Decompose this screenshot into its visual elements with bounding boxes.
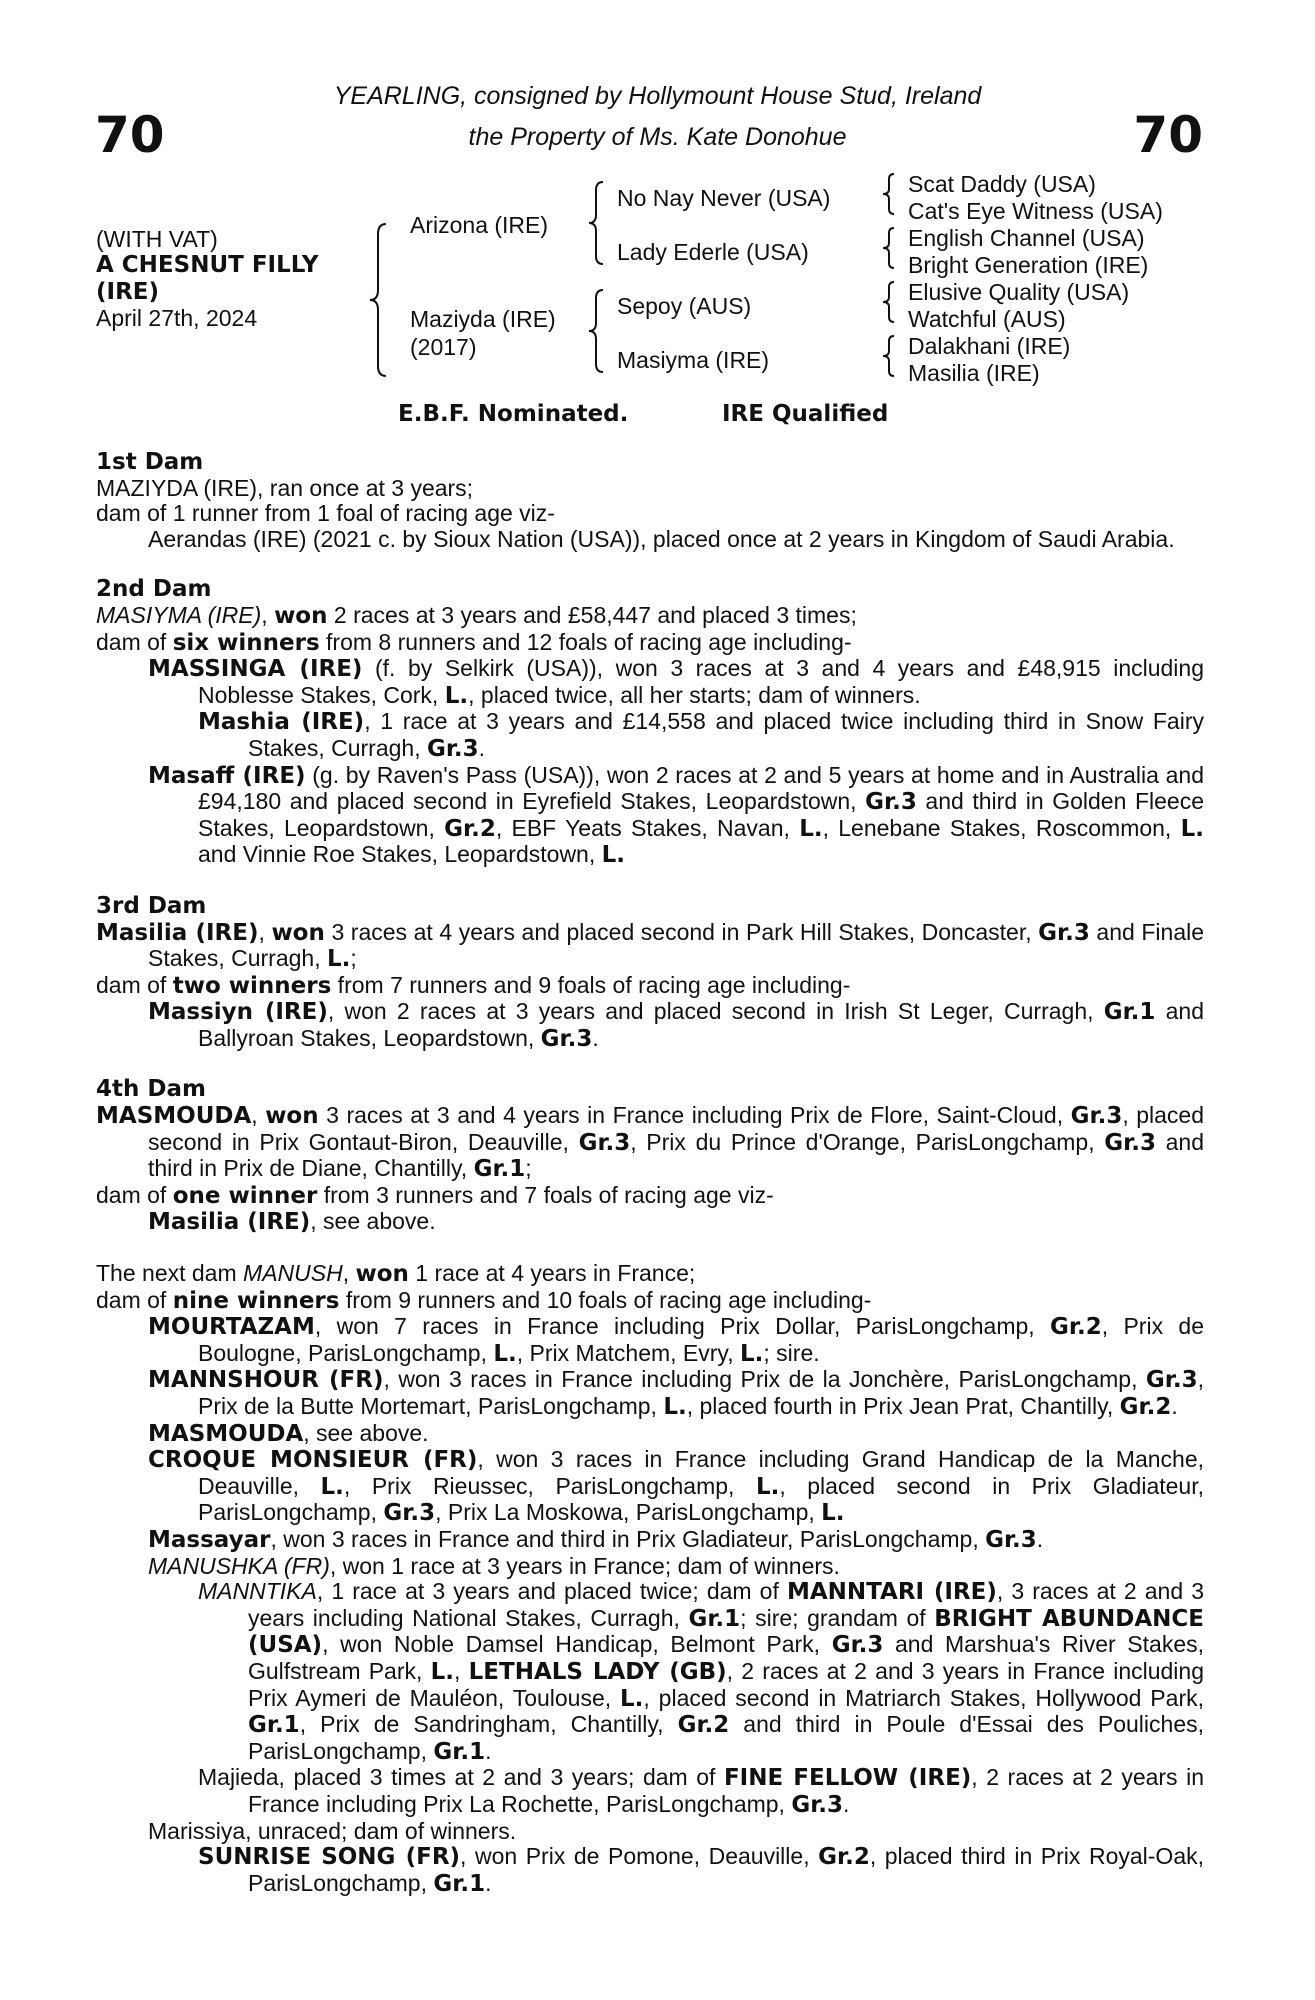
text-run: MANNTARI (IRE) [786,1579,997,1606]
text-run: won [271,919,325,946]
text-run: Gr.3 [540,1025,593,1052]
first-dam-produce-intro: dam of 1 runner from 1 foal of racing age viz- [96,500,555,527]
text-run: Massiyn (IRE) [148,999,328,1026]
next-dam-produce-5 [96,1527,1204,1554]
text-run: , won 3 races in France including Grand Handicap de la Manche, Deauville, [198,1446,1205,1499]
text-run: L. [740,1340,764,1367]
second-dam-produce-2 [96,763,1204,869]
text-run: . [1171,1393,1178,1419]
next-dam-produce-7: Marissiya, unraced; dam of winners. [148,1817,517,1844]
ire-qualified-note: IRE Qualified [722,401,889,427]
pedigree-dam-dam: Masiyma (IRE) [617,347,770,373]
fourth-dam-section [96,1077,1204,1236]
text-run: Mashia (IRE) [198,709,365,736]
text-run: L. [1180,815,1204,842]
pedigree-brace-g4-4 [880,334,896,378]
third-dam-section [96,894,1204,1053]
text-run: L. [821,1500,845,1527]
text-run: (g. by Raven's Pass (USA)), won 2 races at 2 and 5 years at home and in Australia and £94,180 and placed second in Eyrefield Stakes, Leopardstown, [198,761,1205,815]
text-run: Gr.2 [818,1844,870,1871]
text-run: ; [350,945,357,972]
property-line: the Property of Ms. Kate Donohue [468,123,847,151]
fourth-dam-produce-1 [96,1209,1204,1236]
text-run: , placed second in Prix Gladiateur, ParisLongchamp, [198,1472,1204,1526]
text-run: . [592,1024,599,1051]
text-run: Masilia (IRE) [148,1209,311,1236]
pedigree-dam-year: (2017) [410,334,477,360]
first-dam-heading: 1st Dam [96,449,204,475]
first-dam-produce-1: Aerandas (IRE) (2021 c. by Sioux Nation (USA)), placed once at 2 years in Kingdom of Saudi Arabia. [148,525,1175,552]
ebf-note: E.B.F. Nominated. [398,401,629,427]
text-run: , [251,1102,266,1129]
second-dam-heading: 2nd Dam [96,576,212,603]
text-run: from 7 runners and 9 foals of racing age including- [331,971,851,998]
text-run: dam of [96,1181,173,1208]
text-run: CROQUE MONSIEUR (FR) [148,1447,478,1474]
text-run: , placed fourth in Prix Jean Prat, Chantilly, [686,1393,1120,1419]
text-run: , won 3 races in France including Prix de la Jonchère, ParisLongchamp, [383,1366,1146,1393]
text-run: Gr.1 [473,1156,526,1183]
text-run: , placed third in Prix Royal-Oak, ParisLongchamp, [248,1843,1204,1896]
text-run: , won 1 race at 3 years in France; dam of winners. [329,1552,840,1579]
text-run: MANNSHOUR (FR) [148,1367,384,1394]
text-run: , 2 races at 2 years in France including Prix La Rochette, ParisLongchamp, [248,1764,1204,1817]
text-run: L. [620,1685,644,1712]
text-run: Gr.3 [1145,1367,1198,1394]
text-run: L. [601,842,626,869]
text-run: dam of [96,971,173,998]
fourth-dam-line [96,1103,1204,1183]
text-run: FINE FELLOW (IRE) [723,1765,972,1792]
pedigree-brace-g4-3 [880,280,896,324]
next-dam-produce-6 [96,1554,1204,1580]
fourth-dam-heading: 4th Dam [96,1076,206,1103]
text-run: 3 races at 4 years and placed second in Park Hill Stakes, Doncaster, [324,918,1039,945]
text-run: , won Prix de Pomone, Deauville, [460,1843,819,1870]
text-run: and Ballyroan Stakes, Leopardstown, [198,998,1204,1051]
text-run: and third in Prix de Diane, Chantilly, [148,1128,1205,1182]
lot-number-left: 70 [95,106,165,164]
text-run: , 1 race at 3 years and £14,558 and placed twice including third in Snow Fairy Stakes, Curragh, [248,708,1204,761]
text-run: and Marshua's River Stakes, Gulfstream Park, [248,1631,1205,1684]
first-dam-section [96,450,1204,552]
text-run: and Vinnie Roe Stakes, Leopardstown, [198,841,602,868]
text-run: Gr.3 [865,789,917,816]
text-run: dam of [96,628,173,655]
text-run: , see above. [310,1208,436,1235]
text-run: , placed second in Matriarch Stakes, Hollywood Park, [643,1684,1204,1711]
pedigree-dam-sire: Sepoy (AUS) [617,293,752,319]
text-run: Gr.2 [1050,1314,1102,1341]
text-run: from 9 runners and 10 foals of racing age including- [339,1286,872,1313]
text-run: 1 race at 4 years in France; [408,1260,696,1287]
vat-note: (WITH VAT) [96,226,218,252]
text-run: one winner [172,1182,318,1209]
text-run: MASSINGA (IRE) [148,656,363,683]
text-run: , Prix de Boulogne, ParisLongchamp, [198,1313,1204,1366]
text-run: , Prix de la Butte Mortemart, ParisLongchamp, [198,1366,1204,1419]
next-dam-grandproduce-1 [96,1579,1204,1765]
pedigree-brace-sire [586,180,606,266]
pedigree-brace-g4-1 [880,172,896,216]
text-run: . [485,1737,492,1764]
text-run: LETHALS LADY (GB) [468,1658,727,1685]
text-run: Gr.2 [677,1712,730,1739]
text-run: MASMOUDA [96,1103,252,1130]
pedigree-sire-dam: Lady Ederle (USA) [617,239,809,265]
pedigree-brace-main [366,222,390,378]
pedigree-g4-2: Cat's Eye Witness (USA) [908,198,1163,224]
text-run: MANUSH [243,1260,343,1287]
text-run: , won 2 races at 3 years and placed second in Irish St Leger, Curragh, [327,998,1104,1025]
second-dam-line [96,603,1204,630]
third-dam-heading: 3rd Dam [96,892,207,919]
text-run: , placed second in Prix Gontaut-Biron, Deauville, [148,1102,1205,1155]
text-run: L. [444,682,469,709]
text-run: L. [320,1473,344,1500]
text-run: 3 races at 3 and 4 years in France including Prix de Flore, Saint-Cloud, [318,1102,1071,1129]
text-run: , [342,1260,356,1287]
text-run: , [454,1657,469,1684]
pedigree-sire-sire: No Nay Never (USA) [617,185,831,211]
consignor-line: YEARLING, consigned by Hollymount House Stud, Ireland [333,82,982,110]
text-run: Gr.3 [831,1632,884,1659]
foaling-date: April 27th, 2024 [96,305,258,331]
pedigree-sire: Arizona (IRE) [410,212,549,238]
third-dam-produce-intro [96,973,1204,1000]
text-run: , [261,601,275,628]
fourth-dam-produce-intro [96,1183,1204,1210]
next-dam-grandproduce-3 [96,1844,1204,1897]
text-run: and Finale Stakes, Curragh, [148,918,1205,972]
text-run: ; sire; grandam of [740,1604,935,1631]
text-run: MASMOUDA [148,1420,304,1447]
text-run: nine winners [172,1287,340,1314]
text-run: won [274,602,328,629]
next-dam-produce-1 [96,1314,1204,1367]
text-run: L. [663,1394,687,1420]
pedigree-g4-1: Scat Daddy (USA) [908,171,1096,197]
text-run: Massayar [148,1526,271,1553]
second-dam-produce-1 [96,656,1204,709]
text-run: , [258,918,272,945]
pedigree-g4-5: Elusive Quality (USA) [908,279,1130,305]
text-run: , Prix Matchem, Evry, [516,1339,740,1366]
text-run: , see above. [303,1419,429,1446]
pedigree-brace-g4-2 [880,226,896,270]
next-dam-line [96,1261,1204,1288]
catalogue-body [96,450,1204,1922]
text-run: Gr.3 [1104,1129,1156,1156]
second-dam-grandproduce-1 [96,709,1204,762]
lot-number-right: 70 [1133,106,1203,164]
pedigree-g4-3: English Channel (USA) [908,225,1145,251]
pedigree-dam: Maziyda (IRE) [410,306,556,332]
text-run: ; [525,1155,532,1182]
text-run: , won 7 races in France including Prix Dollar, ParisLongchamp, [314,1313,1051,1340]
text-run: dam of [96,1286,173,1313]
text-run: from 8 runners and 12 foals of racing age including- [319,628,852,655]
text-run: SUNRISE SONG (FR) [198,1844,461,1871]
horse-country: (IRE) [96,279,160,305]
text-run: six winners [172,629,320,656]
pedigree-g4-7: Dalakhani (IRE) [908,333,1071,359]
text-run: Gr.3 [1038,919,1090,946]
text-run: . [478,734,486,761]
text-run: Gr.1 [688,1605,741,1632]
text-run: Gr.1 [1103,999,1156,1026]
text-run: , Lenebane Stakes, Roscommon, [822,814,1181,841]
text-run: Gr.3 [1070,1103,1123,1130]
text-run: , placed twice, all her starts; dam of winners. [468,681,921,708]
text-run: . [1036,1525,1044,1552]
pedigree-g4-6: Watchful (AUS) [908,306,1066,332]
text-run: MANNTIKA [198,1578,317,1605]
text-run: from 3 runners and 7 foals of racing age viz- [317,1181,774,1208]
text-run: won [265,1103,319,1130]
text-run: , 3 races at 2 and 3 years including National Stakes, Curragh, [248,1578,1205,1631]
text-run: L. [755,1473,780,1500]
pedigree-brace-dam [586,288,606,374]
text-run: and third in Poule d'Essai des Pouliches, ParisLongchamp, [248,1711,1204,1764]
text-run: , Prix du Prince d'Orange, ParisLongchamp, [630,1128,1105,1155]
next-dam-produce-2 [96,1367,1204,1420]
text-run: Gr.3 [578,1129,631,1156]
text-run: BRIGHT ABUNDANCE (USA) [248,1605,1204,1659]
text-run: Gr.3 [426,735,479,762]
text-run: Gr.1 [248,1712,300,1739]
text-run: Majieda, placed 3 times at 2 and 3 years; dam of [198,1764,724,1791]
third-dam-line [96,920,1204,973]
next-dam-grandproduce-2 [96,1765,1204,1818]
text-run: two winners [172,972,332,999]
second-dam-name: MASIYMA (IRE) [96,601,262,628]
next-dam-produce-3 [96,1421,1204,1448]
text-run: , won 3 races in France and third in Prix Gladiateur, ParisLongchamp, [270,1525,986,1552]
text-run: Gr.1 [433,1738,486,1765]
first-dam-line: MAZIYDA (IRE), ran once at 3 years; [96,474,474,501]
next-dam-section [96,1261,1204,1897]
text-run: Gr.3 [383,1500,436,1527]
second-dam-produce-intro [96,630,1204,657]
text-run: , won Noble Damsel Handicap, Belmont Park, [322,1631,832,1658]
text-run: L. [493,1340,517,1367]
text-run: (f. by Selkirk (USA)), won 3 races at 3 and 4 years and £48,915 including Noblesse Stakes, Cork, [198,655,1205,708]
text-run: . [485,1869,492,1896]
text-run: , Prix de Sandringham, Chantilly, [299,1711,678,1738]
text-run: Masilia (IRE) [96,919,259,946]
text-run: , 2 races at 2 and 3 years in France including Prix Aymeri de Mauléon, Toulouse, [248,1657,1205,1711]
text-run: Gr.3 [791,1791,844,1818]
next-dam-produce-4 [96,1447,1204,1527]
third-dam-produce-1 [96,999,1204,1052]
text-run: MOURTAZAM [148,1314,315,1341]
text-run: , Prix La Moskowa, ParisLongchamp, [435,1499,822,1526]
second-dam-section [96,577,1204,869]
pedigree-g4-4: Bright Generation (IRE) [908,252,1149,278]
text-run: won [355,1261,409,1288]
text-run: , EBF Yeats Stakes, Navan, [495,814,800,841]
next-dam-produce-intro [96,1288,1204,1315]
text-run: , 1 race at 3 years and placed twice; dam of [316,1578,787,1605]
text-run: The next dam [96,1260,244,1287]
text-run: L. [430,1658,455,1685]
text-run: , Prix Rieussec, ParisLongchamp, [343,1472,756,1499]
text-run: Masaff (IRE) [148,762,306,789]
text-run: 2 races at 3 years and £58,447 and placed 3 times; [327,601,857,628]
text-run: . [843,1790,850,1817]
text-run: Gr.2 [1119,1394,1172,1420]
text-run: ; sire. [763,1339,820,1366]
horse-name: A CHESNUT FILLY [96,252,319,278]
text-run: Gr.3 [985,1526,1037,1553]
text-run: MANUSHKA (FR) [148,1552,330,1579]
text-run: L. [326,946,351,973]
text-run: L. [799,815,823,842]
text-run: Gr.2 [444,815,496,842]
text-run: Gr.1 [433,1870,486,1897]
text-run: and third in Golden Fleece Stakes, Leopardstown, [198,788,1204,841]
pedigree-g4-8: Masilia (IRE) [908,360,1040,386]
